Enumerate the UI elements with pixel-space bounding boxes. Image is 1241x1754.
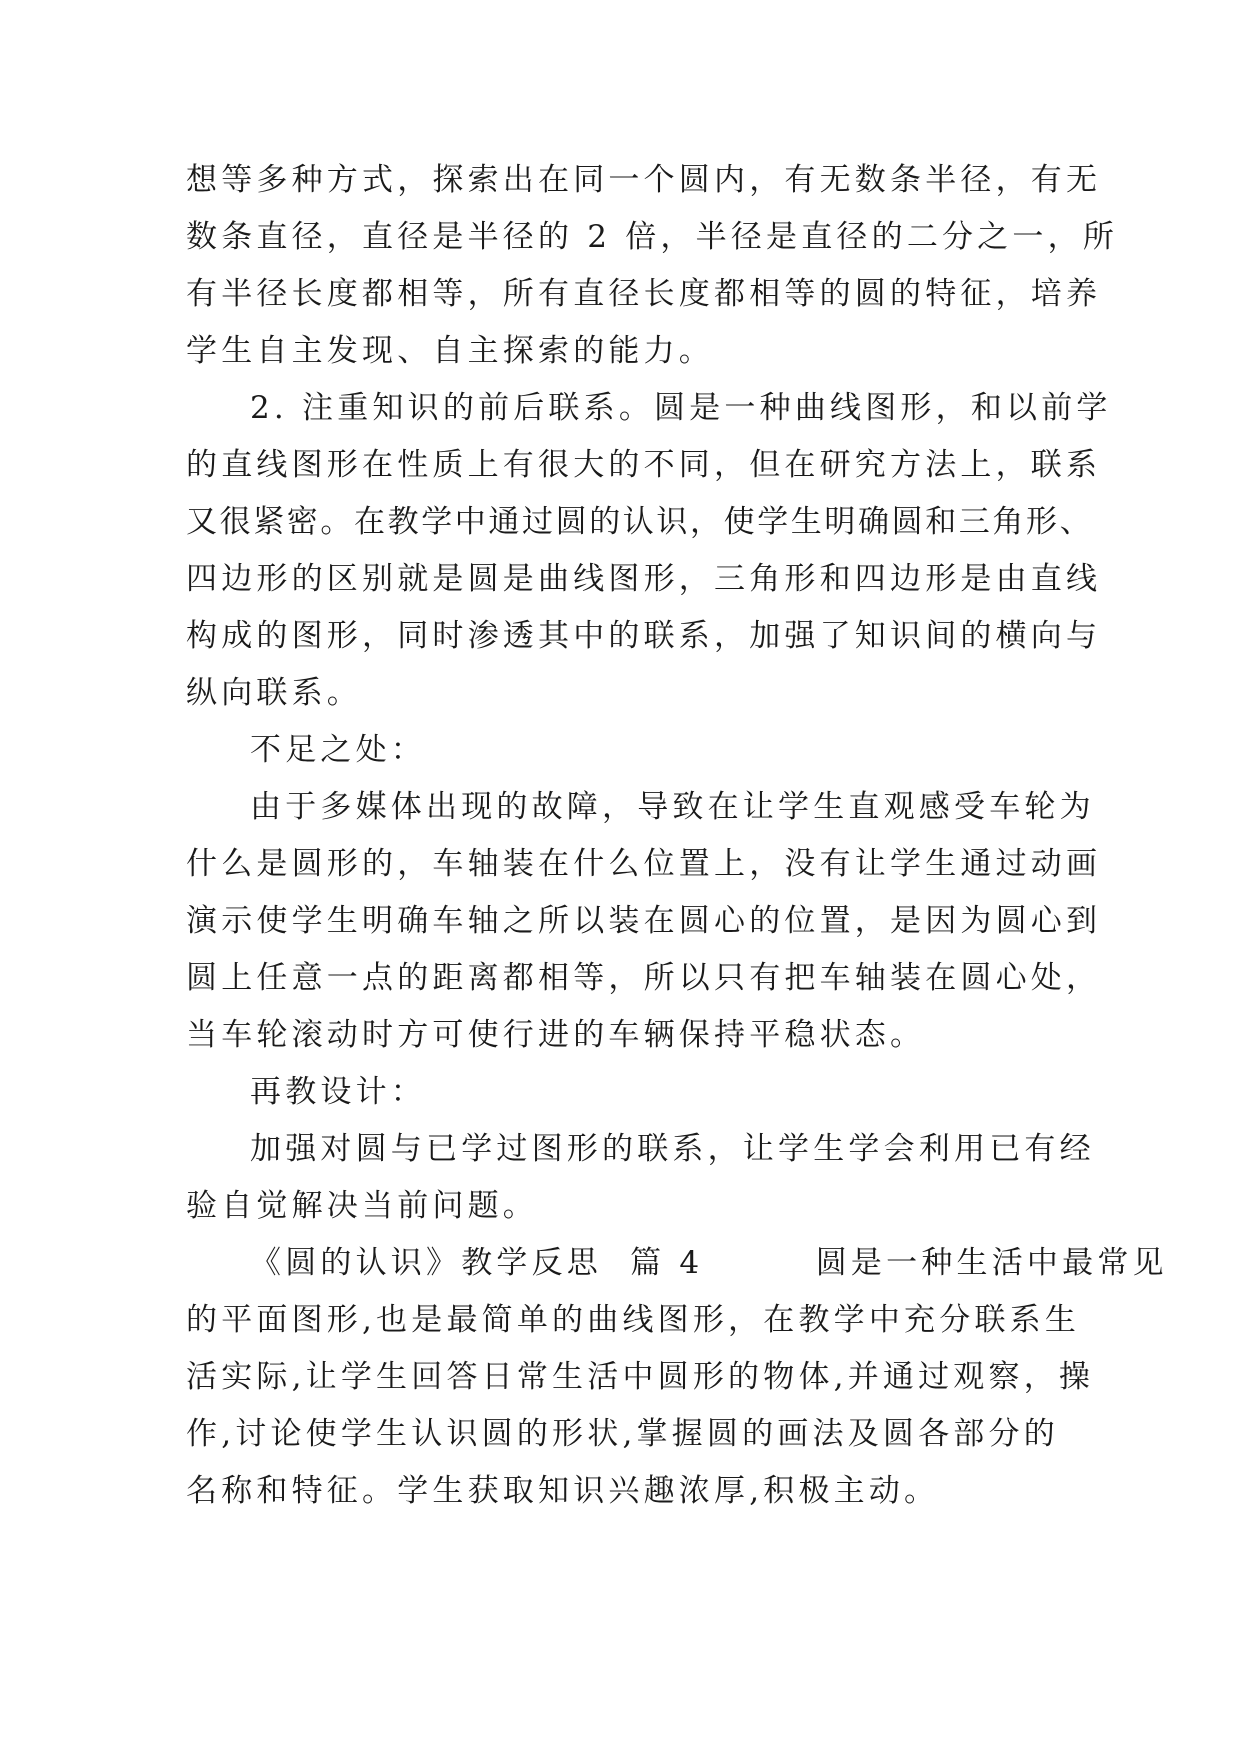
paragraph-start-line: 2. 注重知识的前后联系。圆是一种曲线图形，和以前学 [250, 390, 1112, 426]
text-line: 的平面图形,也是最简单的曲线图形，在教学中充分联系生 [186, 1302, 1081, 1338]
text-line: 学生自主发现、自主探索的能力。 [186, 333, 714, 369]
text-line: 构成的图形，同时渗透其中的联系，加强了知识间的横向与 [186, 618, 1102, 654]
text-line: 验自觉解决当前问题。 [186, 1188, 538, 1224]
text-line: 想等多种方式，探索出在同一个圆内，有无数条半径，有无 [186, 162, 1102, 198]
text-line: 有半径长度都相等，所有直径长度都相等的圆的特征，培养 [186, 276, 1102, 312]
section-heading: 不足之处： [250, 732, 426, 768]
section-heading: 再教设计： [250, 1074, 426, 1110]
text-line: 演示使学生明确车轴之所以装在圆心的位置，是因为圆心到 [186, 903, 1102, 939]
text-line: 作,讨论使学生认识圆的形状,掌握圆的画法及圆各部分的 [186, 1416, 1059, 1452]
document-body [186, 152, 1168, 1520]
paragraph-start-line: 加强对圆与已学过图形的联系，让学生学会利用已有经 [250, 1131, 1095, 1167]
text-line: 数条直径，直径是半径的 2 倍，半径是直径的二分之一，所 [186, 219, 1119, 255]
text-line: 又很紧密。在教学中通过圆的认识，使学生明确圆和三角形、 [186, 504, 1094, 540]
text-line: 当车轮滚动时方可使行进的车辆保持平稳状态。 [186, 1017, 926, 1053]
text-line: 名称和特征。学生获取知识兴趣浓厚,积极主动。 [186, 1473, 940, 1509]
text-line: 四边形的区别就是圆是曲线图形，三角形和四边形是由直线 [186, 561, 1102, 597]
text-line: 活实际,让学生回答日常生活中圆形的物体,并通过观察，操 [186, 1359, 1095, 1395]
text-line: 的直线图形在性质上有很大的不同，但在研究方法上，联系 [186, 447, 1102, 483]
text-line: 纵向联系。 [186, 675, 362, 711]
text-line: 圆上任意一点的距离都相等，所以只有把车轴装在圆心处， [186, 960, 1102, 996]
paragraph-start-line: 由于多媒体出现的故障，导致在让学生直观感受车轮为 [250, 789, 1095, 825]
text-line: 什么是圆形的，车轴装在什么位置上，没有让学生通过动画 [186, 846, 1102, 882]
article-title-line: 《圆的认识》教学反思 篇 4 圆是一种生活中最常见 [250, 1245, 1168, 1281]
